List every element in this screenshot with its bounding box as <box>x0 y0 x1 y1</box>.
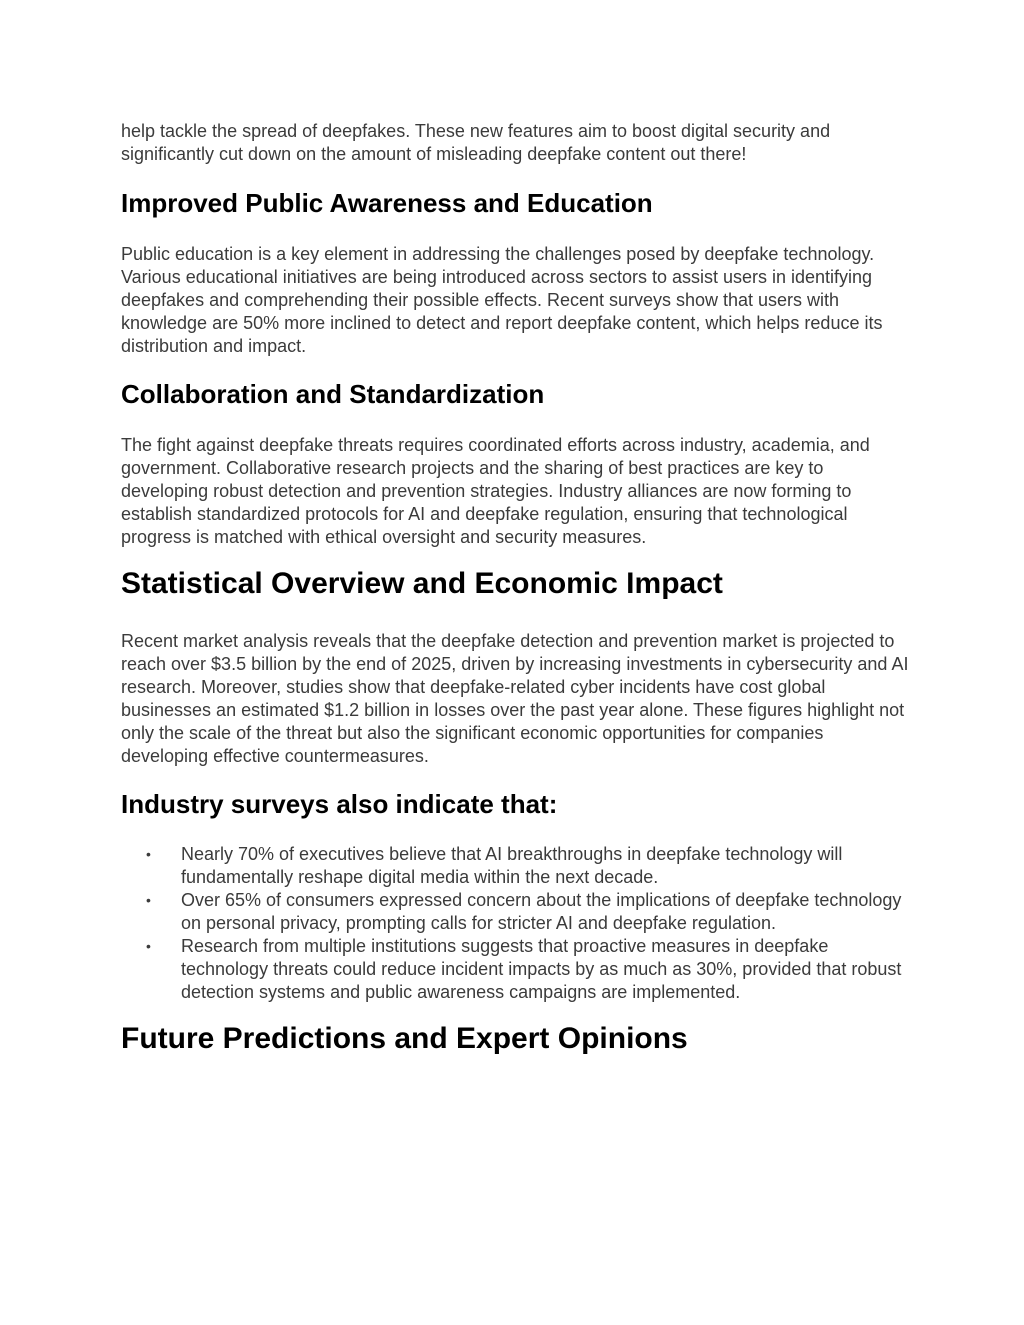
section-heading-industry-surveys: Industry surveys also indicate that: <box>121 789 558 819</box>
intro-paragraph: help tackle the spread of deepfakes. These new features aim to boost digital security and significantly cut down on the amount of misleading deepfake content out there! <box>121 121 831 164</box>
bullet-icon: • <box>146 892 151 908</box>
section-body-collaboration: The fight against deepfake threats requires coordinated efforts across industry, academia, and government. Collaborative research projects and the sharing of best practices are key to developing robust detection and prevention strategies. Industry alliances are now forming to establish standardized protocols for AI and deepfake regulation, ensuring that technological progress is matched with ethical oversight and security measures. <box>121 435 870 547</box>
document-content <box>121 120 911 1057</box>
section-heading-statistical-overview: Statistical Overview and Economic Impact <box>121 567 723 600</box>
bullet-icon: • <box>146 938 151 954</box>
list-item-text: Over 65% of consumers expressed concern about the implications of deepfake technology on personal privacy, prompting calls for stricter AI and deepfake regulation. <box>181 890 902 933</box>
industry-surveys-list <box>121 843 911 1004</box>
section-heading-public-awareness: Improved Public Awareness and Education <box>121 188 653 218</box>
section-heading-future-predictions: Future Predictions and Expert Opinions <box>121 1022 688 1055</box>
bullet-icon: • <box>146 846 151 862</box>
section-body-statistical-overview: Recent market analysis reveals that the deepfake detection and prevention market is projected to reach over $3.5 billion by the end of 2025, driven by increasing investments in cybersecurity and AI research. Moreover, studies show that deepfake-related cyber incidents have cost global businesses an estimated $1.2 billion in losses over the past year alone. These figures highlight not only the scale of the threat but also the significant economic opportunities for companies developing effective countermeasures. <box>121 631 909 766</box>
section-heading-collaboration: Collaboration and Standardization <box>121 379 545 409</box>
list-item <box>121 889 911 935</box>
list-item <box>121 935 911 1004</box>
list-item <box>121 843 911 889</box>
list-item-text: Research from multiple institutions suggests that proactive measures in deepfake technology threats could reduce incident impacts by as much as 30%, provided that robust detection systems and public awareness campaigns are implemented. <box>181 936 902 1002</box>
section-body-public-awareness: Public education is a key element in addressing the challenges posed by deepfake technology. Various educational initiatives are being introduced across sectors to assist users in identifying deepfakes and comprehending their possible effects. Recent surveys show that users with knowledge are 50% more inclined to detect and report deepfake content, which helps reduce its distribution and impact. <box>121 244 883 356</box>
list-item-text: Nearly 70% of executives believe that AI breakthroughs in deepfake technology will fundamentally reshape digital media within the next decade. <box>181 844 843 887</box>
